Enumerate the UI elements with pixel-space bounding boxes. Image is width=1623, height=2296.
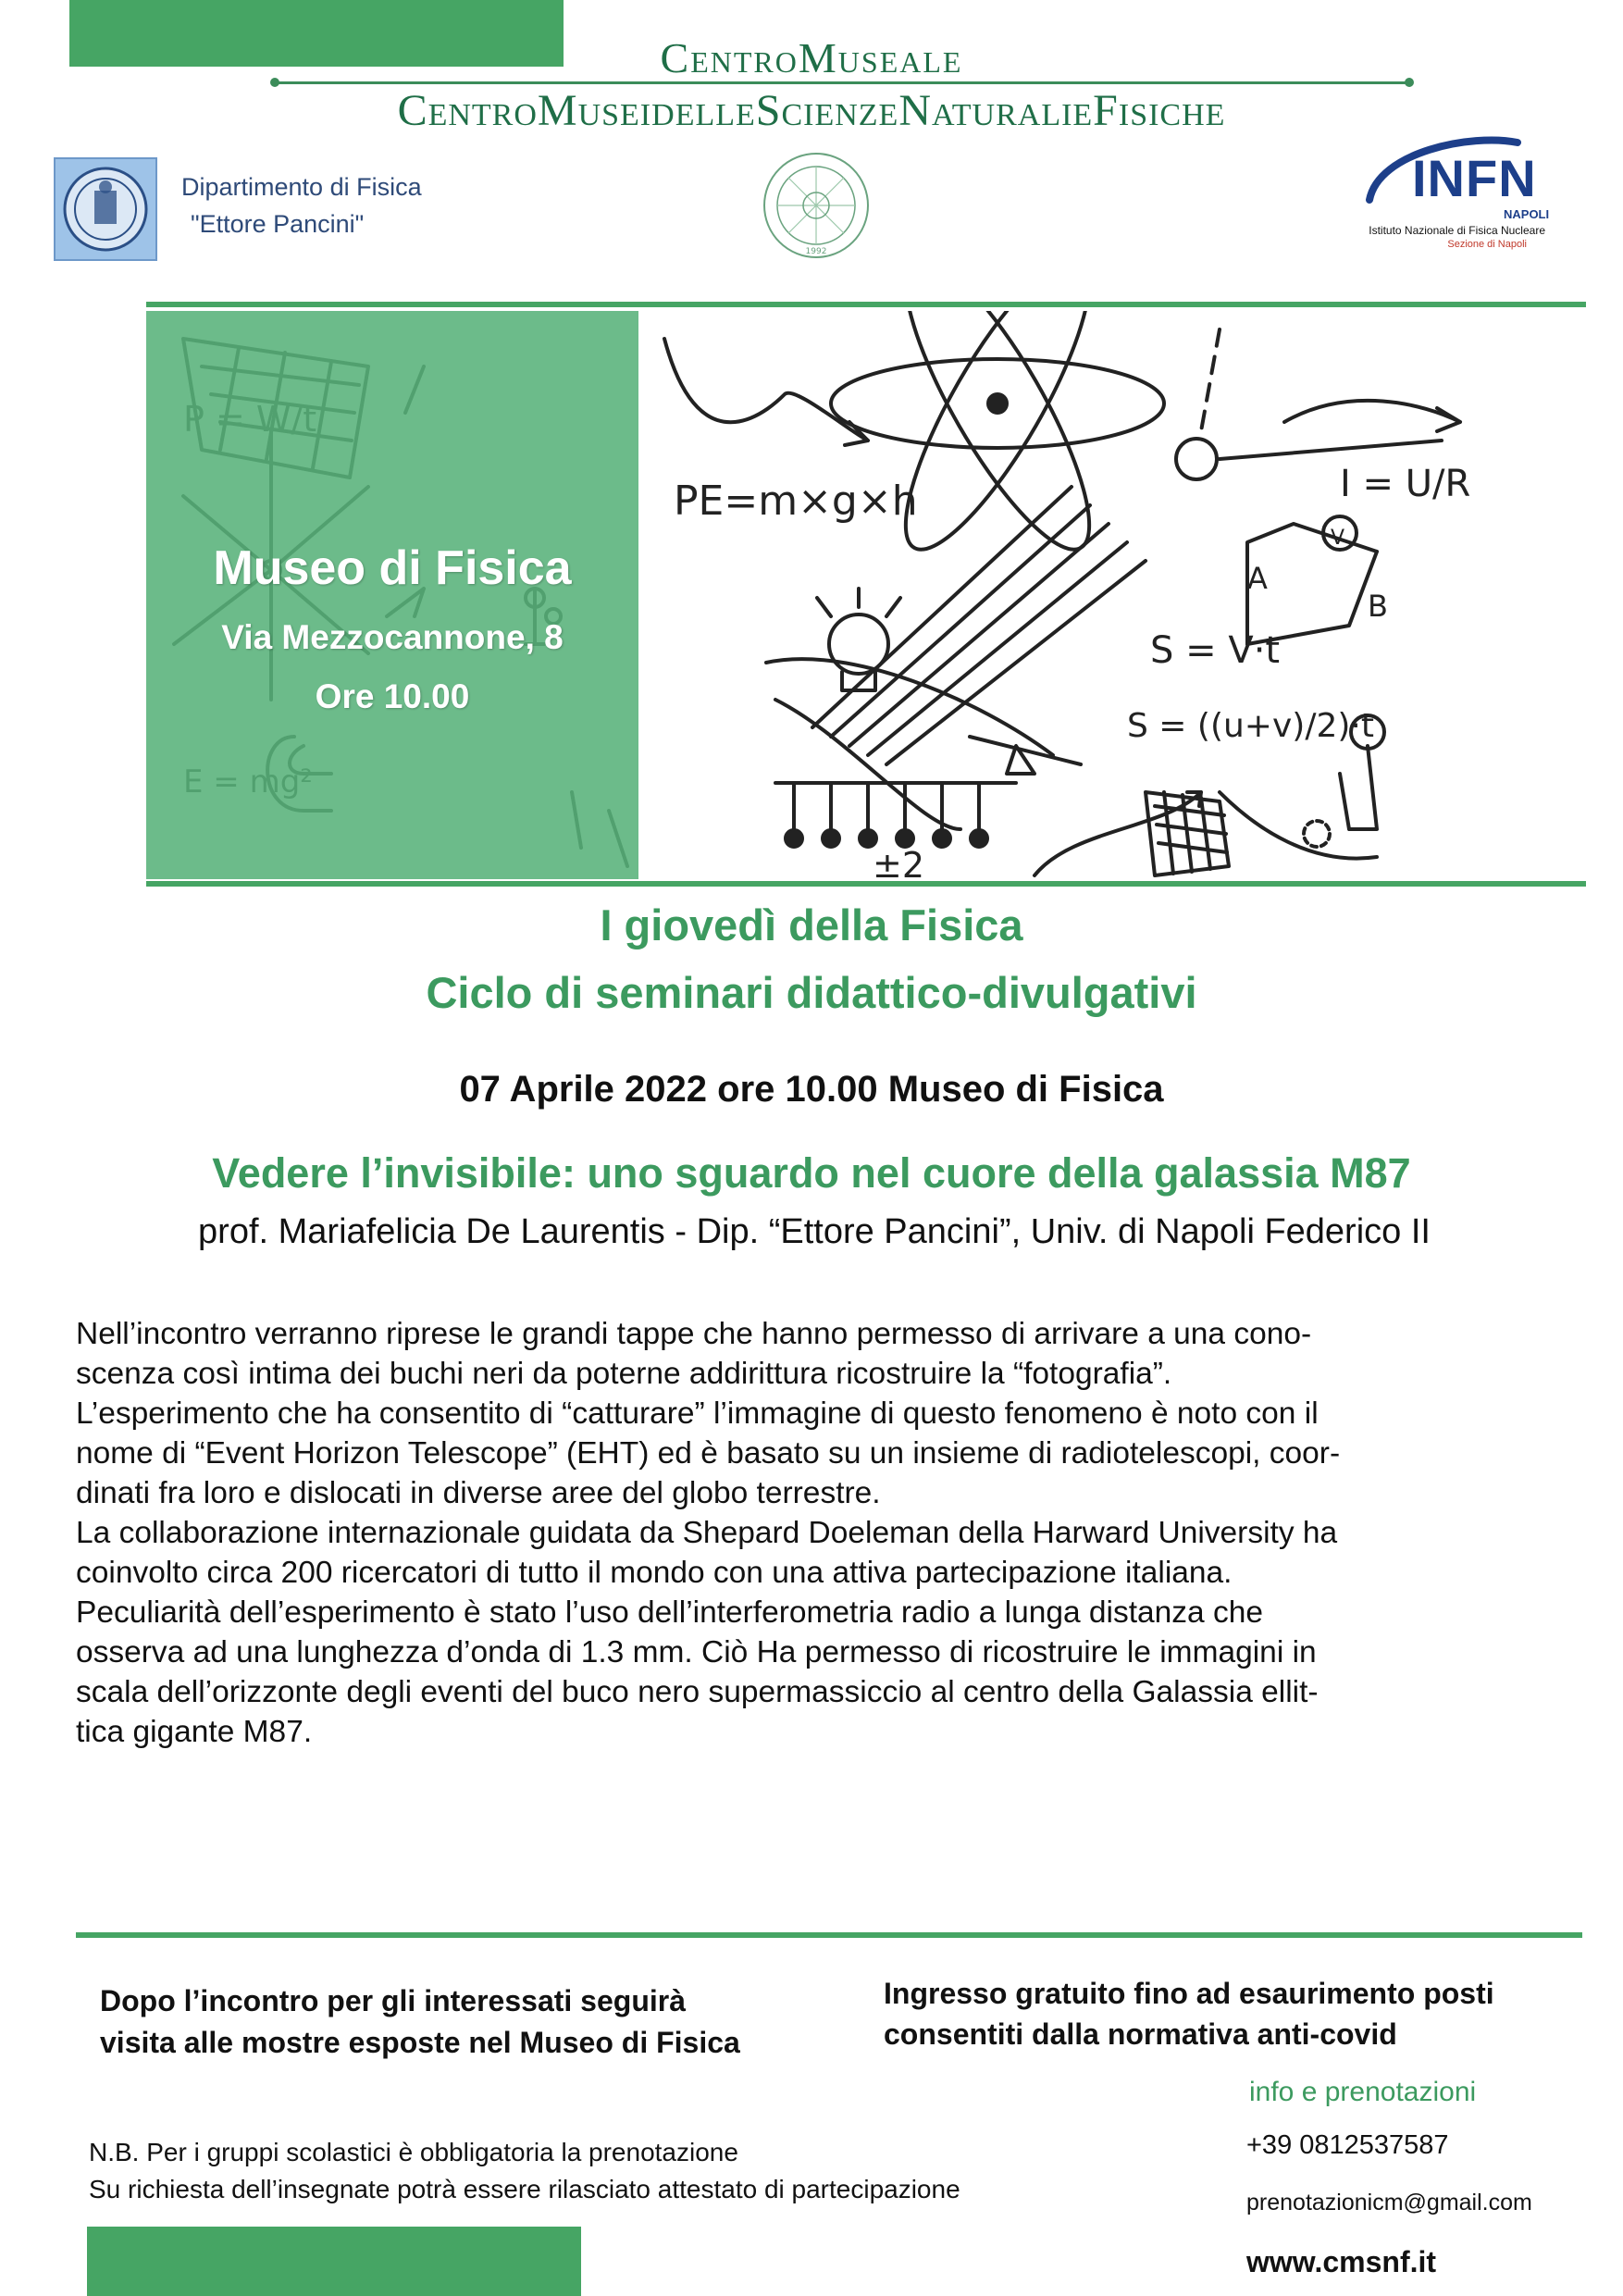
website-link[interactable]: www.cmsnf.it [1246, 2245, 1437, 2278]
visit-note-line2: visita alle mostre esposte nel Museo di Fisica [100, 2026, 740, 2059]
series-title: I giovedì della Fisica [600, 900, 1023, 949]
infn-institute: Istituto Nazionale di Fisica Nucleare [1369, 224, 1545, 237]
label-v: V [1331, 527, 1345, 550]
event-title: Vedere l’invisibile: uno sguardo nel cuore della galassia M87 [212, 1149, 1411, 1197]
bottom-left-green-bar [87, 2227, 581, 2296]
hero-venue: Museo di Fisica [213, 541, 572, 595]
event-speaker: prof. Mariafelicia De Laurentis - Dip. “Ettore Pancini”, Univ. di Napoli Federico II [198, 1212, 1431, 1251]
school-note [89, 2134, 1199, 2208]
university-seal-icon [56, 159, 155, 259]
description-line: La collaborazione internazionale guidata da Shepard Doeleman della Harward University ha [76, 1516, 1338, 1550]
hero-banner [146, 311, 1586, 879]
footer-rule [76, 1932, 1582, 1938]
description-line: Peculiarità dell’esperimento è stato l’uso dell’interferometria radio a lunga distanza che [76, 1595, 1264, 1630]
description-line: tica gigante M87. [76, 1715, 313, 1749]
hero-bottom-rule [146, 881, 1586, 887]
description-line: nome di “Event Horizon Telescope” (EHT) ed è basato su un insieme di radiotelescopi, coor- [76, 1436, 1341, 1471]
infn-city: NAPOLI [1504, 207, 1550, 221]
header-title-centro-museale: CentroMuseale [660, 34, 963, 81]
email-address[interactable]: prenotazionicm@gmail.com [1246, 2190, 1532, 2215]
dept-name [181, 168, 459, 242]
hero-time: Ore 10.00 [315, 677, 470, 715]
series-subtitle: Ciclo di seminari didattico-divulgativi [426, 968, 1197, 1017]
formula-mean-velocity: S = ((u+v)/2)·t [1127, 707, 1374, 745]
entry-note-line2: consentiti dalla normativa anti-covid [884, 2017, 1397, 2051]
museum-seal-icon [761, 150, 872, 261]
visit-note [100, 1980, 859, 2064]
infn-logo [1360, 133, 1564, 263]
label-a: A [1247, 561, 1268, 596]
event-date: 07 Aprile 2022 ore 10.00 Museo di Fisica [459, 1069, 1164, 1110]
museum-seal [761, 150, 872, 261]
description-line: Nell’incontro verranno riprese le grandi tappe che hanno permesso di arrivare a una cono- [76, 1317, 1312, 1351]
dept-name-line1: Dipartimento di Fisica [181, 173, 422, 201]
description-line: dinati fra loro e dislocati in diverse aree del globo terrestre. [76, 1476, 881, 1510]
school-note-line1: N.B. Per i gruppi scolastici è obbligatoria la prenotazione [89, 2138, 738, 2166]
formula-potential-energy: PE=m×g×h [674, 478, 918, 525]
description-line: scenza così intima dei buchi neri da poterne addirittura ricostruire la “fotografia”. [76, 1357, 1172, 1391]
formula-velocity: S = V·t [1150, 629, 1281, 672]
infn-section: Sezione di Napoli [1447, 239, 1527, 250]
phone-number[interactable]: +39 0812537587 [1246, 2130, 1449, 2160]
entry-note [884, 1973, 1587, 2054]
hero-address: Via Mezzocannone, 8 [221, 618, 564, 656]
event-description [76, 1314, 1593, 1752]
header-divider-line [278, 81, 1406, 84]
seal-year: 1992 [805, 247, 827, 256]
visit-note-line1: Dopo l’incontro per gli interessati seguirà [100, 1984, 686, 2017]
label-b: B [1368, 589, 1388, 624]
info-label: info e prenotazioni [1249, 2077, 1477, 2107]
school-note-line2: Su richiesta dell’insegnate potrà essere rilasciato attestato di partecipazione [89, 2175, 960, 2203]
dept-name-line2: "Ettore Pancini" [191, 210, 365, 238]
infn-wordmark: INFN [1412, 149, 1537, 207]
description-line: coinvolto circa 200 ricercatori di tutto il mondo con una attiva partecipazione italiana. [76, 1556, 1233, 1590]
label-tick: ±2 [873, 845, 925, 879]
formula-ohm: I = U/R [1340, 463, 1471, 505]
hero-top-rule [146, 302, 1586, 307]
header-title-centro-musei: CentroMuseidelleScienzeNaturalieFisiche [397, 86, 1226, 135]
entry-note-line1: Ingresso gratuito fino ad esaurimento posti [884, 1977, 1494, 2010]
description-line: scala dell’orizzonte degli eventi del buco nero supermassiccio al centro della Galassia ellit- [76, 1675, 1319, 1709]
description-line: L’esperimento che ha consentito di “catturare” l’immagine di questo fenomeno è noto con il [76, 1396, 1319, 1431]
description-line: osserva ad una lunghezza d’onda di 1.3 mm. Ciò Ha permesso di ricostruire le immagini in [76, 1635, 1317, 1669]
dept-logo [54, 157, 157, 261]
